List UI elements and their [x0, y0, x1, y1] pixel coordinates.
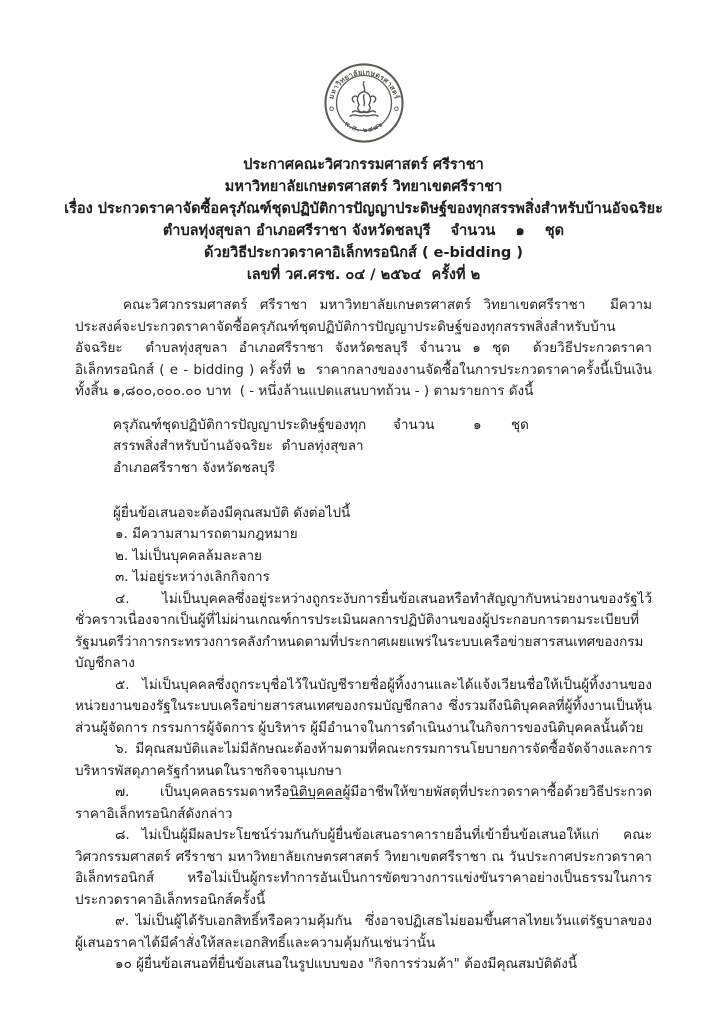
- seal-center-figure-icon: [350, 82, 378, 116]
- announcement-university-line: มหาวิทยาลัยเกษตรศาสตร์ วิทยาเขตศรีราชา: [224, 179, 503, 195]
- condition-item-1: ๑. มีความสามารถตามกฎหมาย: [115, 526, 298, 542]
- svg-text:พ.ศ. ๒๔๘๖: [343, 120, 385, 134]
- announcement-title-block: [55, 154, 672, 286]
- quantity-label: จำนวน: [393, 416, 435, 433]
- seal-bottom-text: พ.ศ. ๒๔๘๖: [342, 119, 385, 135]
- seal-left-rosette-icon: [329, 107, 333, 111]
- condition-item-10: ๑๐ ผู้ยื่นข้อเสนอที่ยื่นข้อเสนอในรูปแบบของ "กิจการร่วมค้า" ต้องมีคุณสมบัติดังนี้: [115, 956, 578, 972]
- condition-item-8: ๘. ไม่เป็นผู้มีผลประโยชน์ร่วมกันกับผู้ยื่นข้อเสนอราคารายอื่นที่เข้ายื่นข้อเสนอให้แก่ คณะวิศวกรรมศาสตร์ ศรีราชา มหาวิทยาลัยเกษตรศาสตร์ วิทยาเขตศรีราชา ณ วันประกาศประกวดราคาอิเล็กทรอนิกส์ หรือไม่เป็นผู้กระทำการอันเป็นการขัดขวางการแข่งขันราคาอย่างเป็นธรรมในการประกวดราคาอิเล็กทรอนิกส์ครั้งนี้: [75, 827, 652, 908]
- announcement-method-line: ด้วยวิธีประกวดราคาอิเล็กทรอนิกส์ ( e-bidding ): [204, 245, 523, 261]
- condition-item-7-suffix: ผู้มีอาชีพให้ขายพัสดุที่ประกวดราคาซื้อด้วยวิธีประกวดราคาอิเล็กทรอนิกส์ดังกล่าว: [75, 784, 652, 822]
- intro-paragraph: คณะวิศวกรรมศาสตร์ ศรีราชา มหาวิทยาลัยเกษตรศาสตร์ วิทยาเขตศรีราชา มีความประสงค์จะประกวดราคาจัดซื้อครุภัณฑ์ชุดปฏิบัติการปัญญาประดิษฐ์ของทุกสรรพสิ่งสำหรับบ้านอัจฉริยะ ตำบลทุ่งสุขลา อำเภอศรีราชา จังหวัดชลบุรี จำนวน ๑ ชุด ด้วยวิธีประกวดราคาอิเล็กทรอนิกส์ ( e - bidding ) ครั้งที่ ๒ ราคากลางของงานจัดซื้อในการประกวดราคาครั้งนี้เป็นเงินทั้งสิ้น ๑,๘๐๐,๐๐๐.๐๐ บาท ( - หนึ่งล้านแปดแสนบาทถ้วน - ) ตามรายการ ดังนี้: [75, 297, 652, 399]
- quantity-value: ๑: [473, 416, 482, 433]
- announcement-org-line: ประกาศคณะวิศวกรรมศาสตร์ ศรีราชา: [243, 157, 484, 173]
- seal-top-text: มหาวิทยาลัยเกษตรศาสตร์: [325, 67, 402, 101]
- procurement-item-row: [75, 415, 652, 481]
- university-seal-icon: [323, 62, 405, 144]
- condition-item-7-underlined: นิติบุคคล: [289, 784, 343, 800]
- condition-item-7: [75, 782, 652, 825]
- announcement-subject-line: เรื่อง ประกวดราคาจัดซื้อครุภัณฑ์ชุดปฏิบัติการปัญญาประดิษฐ์ของทุกสรรพสิ่งสำหรับบ้านอัจฉริยะ: [64, 201, 663, 217]
- seal-right-rosette-icon: [394, 107, 398, 111]
- item-description: ครุภัณฑ์ชุดปฏิบัติการปัญญาประดิษฐ์ของทุกสรรพสิ่งสำหรับบ้านอัจฉริยะ ตำบลทุ่งสุขลา อำเภอศรีราชา จังหวัดชลบุรี: [113, 416, 367, 476]
- university-seal: [323, 62, 405, 144]
- condition-item-3: ๓. ไม่อยู่ระหว่างเลิกกิจการ: [115, 569, 270, 585]
- quantity-unit: ชุด: [511, 416, 529, 433]
- conditions-heading: ผู้ยื่นข้อเสนอจะต้องมีคุณสมบัติ ดังต่อไปนี้: [113, 504, 351, 521]
- condition-item-6: ๖. มีคุณสมบัติและไม่มีลักษณะต้องห้ามตามที่คณะกรรมการนโยบายการจัดซื้อจัดจ้างและการบริหารพัสดุภาครัฐกำหนดในราชกิจจานุเบกษา: [75, 741, 652, 779]
- announcement-number-line: เลขที่ วศ.ศรช. ๐๔ / ๒๕๖๔ ครั้งที่ ๒: [246, 267, 481, 283]
- condition-item-2: ๒. ไม่เป็นบุคคลล้มละลาย: [115, 547, 262, 564]
- announcement-location-line: ตำบลทุ่งสุขลา อำเภอศรีราชา จังหวัดชลบุรี จำนวน ๑ ชุด: [162, 223, 565, 239]
- condition-item-5: ๕. ไม่เป็นบุคคลซึ่งถูกระบุชื่อไว้ในบัญชีรายชื่อผู้ทิ้งงานและได้แจ้งเวียนชื่อให้เป็นผู้ทิ้งงานของหน่วยงานของรัฐในระบบเครือข่ายสารสนเทศของกรมบัญชีกลาง ซึ่งรวมถึงนิติบุคคลที่ผู้ทิ้งงานเป็นหุ้นส่วนผู้จัดการ กรรมการผู้จัดการ ผู้บริหาร ผู้มีอำนาจในการดำเนินงานในกิจการของนิติบุคคลนั้นด้วย: [75, 676, 652, 736]
- condition-item-9: ๙. ไม่เป็นผู้ได้รับเอกสิทธิ์หรือความคุ้มกัน ซึ่งอาจปฏิเสธไม่ยอมขึ้นศาลไทยเว้นแต่รัฐบาลของผู้เสนอราคาได้มีคำสั่งให้สละเอกสิทธิ์และความคุ้มกันเช่นว่านั้น: [75, 913, 652, 951]
- condition-item-7-prefix: ๗. เป็นบุคคลธรรมดาหรือ: [115, 784, 290, 800]
- condition-item-4: ๔. ไม่เป็นบุคคลซึ่งอยู่ระหว่างถูกระงับการยื่นข้อเสนอหรือทำสัญญากับหน่วยงานของรัฐไว้ชั่วคราวเนื่องจากเป็นผู้ที่ไม่ผ่านเกณฑ์การประเมินผลการปฏิบัติงานของผู้ประกอบการตามระเบียบที่รัฐมนตรีว่าการกระทรวงการคลังกำหนดตามที่ประกาศเผยแพร่ในระบบเครือข่ายสารสนเทศของกรมบัญชีกลาง: [75, 590, 652, 671]
